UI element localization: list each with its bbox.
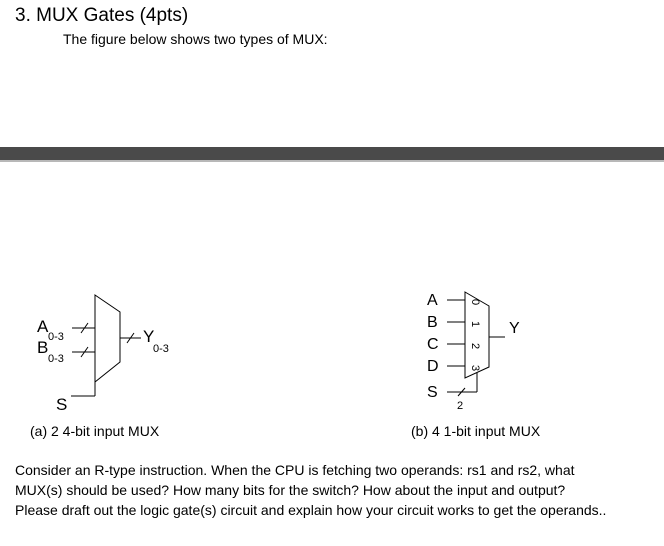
caption-b: (b) 4 1-bit input MUX [411,423,541,439]
mux-diagram-a [25,280,225,420]
question-line: Consider an R-type instruction. When the CPU is fetching two operands: rs1 and rs2, what [15,462,575,478]
mux-a-output-letter: Y [143,327,155,346]
mux-b-input-c-label: C [427,336,439,353]
question-line: Please draft out the logic gate(s) circuit and explain how your circuit works to get the operands.. [15,502,607,518]
mux-b-port-1: 1 [469,321,481,328]
divider-bar [0,147,664,160]
section-heading: 3. MUX Gates (4pts) [15,5,189,26]
mux-a-input-b-subscript: 0-3 [48,353,64,365]
mux-b-input-b-label: B [427,314,438,331]
mux-b-port-3: 3 [469,365,481,372]
mux-b-port-0: 0 [469,299,481,306]
mux-diagram-b [415,282,555,418]
mux-a-input-a-subscript: 0-3 [48,331,64,343]
question-line: MUX(s) should be used? How many bits for the switch? How about the input and output? [15,482,566,498]
mux-a-select-label: S [56,395,68,414]
mux-b-select-width: 2 [457,400,464,412]
question-text [15,460,655,520]
mux-a-input-a-letter: A [37,317,49,336]
mux-b-output-label: Y [509,320,520,337]
mux-a-output-subscript: 0-3 [153,343,169,355]
caption-a: (a) 2 4-bit input MUX [30,423,160,439]
mux-b-input-a-label: A [427,292,438,309]
divider-bar-shadow [0,160,664,162]
mux-a-body [95,295,120,382]
mux-b-select-label: S [427,384,438,401]
mux-b-input-d-label: D [427,358,439,375]
mux-a-input-b-letter: B [37,338,49,357]
mux-b-port-2: 2 [469,343,481,350]
intro-text: The figure below shows two types of MUX: [63,31,328,47]
